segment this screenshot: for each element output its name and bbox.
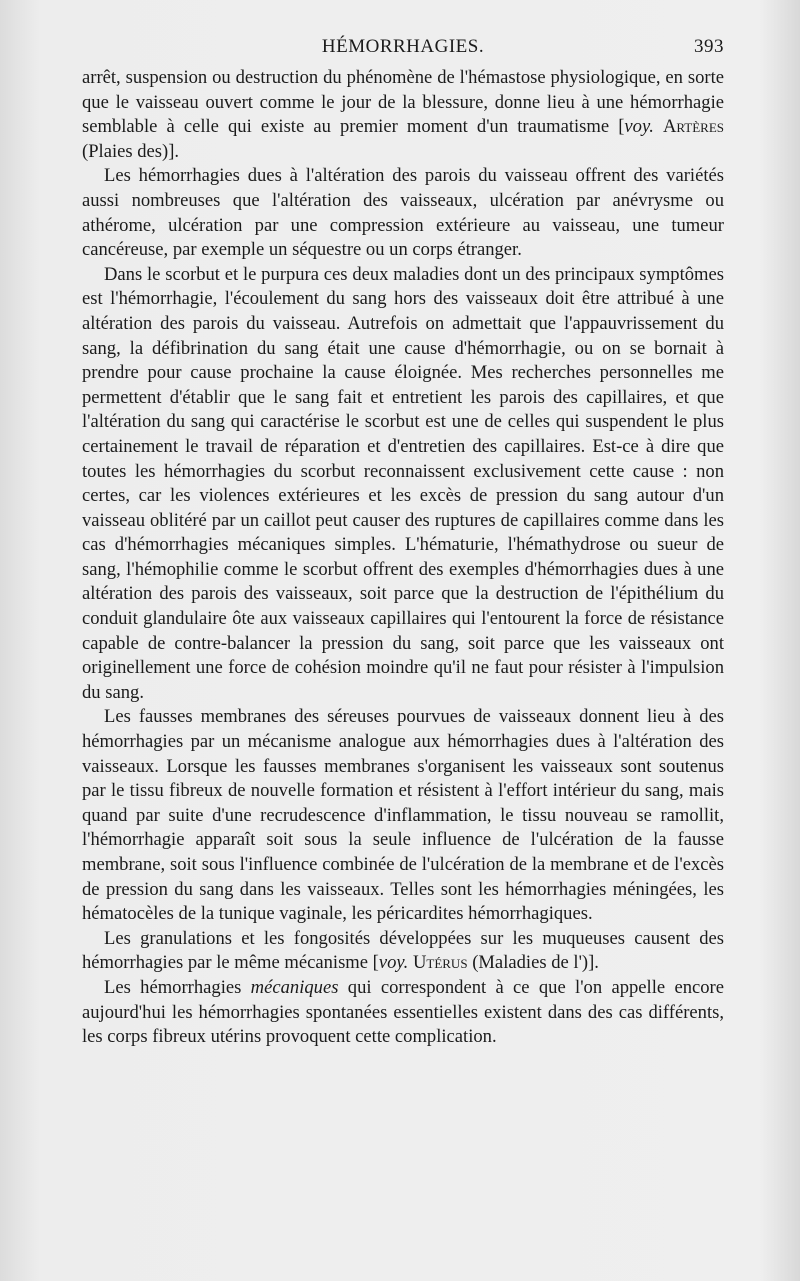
page-number: 393 bbox=[694, 36, 724, 57]
paragraph-2: Les hémorrhagies dues à l'altération des parois du vaisseau offrent des variétés aussi nombreuses que l'altération des vaisseaux, ulcération par anévrysme ou athérome, ulcération par une compression extérieure au vaisseau, une tumeur cancéreuse, par exemple un séquestre ou un corps étranger. bbox=[82, 165, 724, 261]
cross-reference: Artères bbox=[662, 116, 724, 138]
paragraph-text: qui correspondent à ce que l'on appelle encore aujourd'hui les hémorrhagies spontanées essentielles existent dans des cas différents, les corps fibreux utérins provoquent cette complication. bbox=[82, 976, 724, 1048]
see-reference-abbrev: voy. bbox=[378, 952, 409, 974]
running-title: HÉMORRHAGIES. bbox=[321, 36, 485, 57]
cross-reference: Utérus bbox=[412, 952, 468, 974]
running-header bbox=[82, 36, 724, 62]
page-body bbox=[82, 66, 724, 1050]
paragraph-text: arrêt, suspension ou destruction du phénomène de l'hémastose physiologique, en sorte que le vaisseau ouvert comme le jour de la blessure, donne lieu à une hémorrhagie semblable à celle qui existe au premier moment d'un traumatisme [ bbox=[82, 67, 724, 138]
paragraph-text: Les hémorrhagies bbox=[104, 976, 251, 998]
paragraph-6 bbox=[82, 976, 724, 1050]
paragraph-text: Les granulations et les fongosités développées sur les muqueuses causent des hémorrhagies par le même mécanisme [ bbox=[82, 927, 724, 974]
paragraph-text: (Maladies de l')]. bbox=[467, 952, 599, 974]
paragraph-text: (Plaies des)]. bbox=[82, 140, 180, 162]
paragraph-3: Dans le scorbut et le purpura ces deux maladies dont un des principaux symptômes est l'hémorrhagie, l'écoulement du sang hors des vaisseaux doit être attribué à une altération des parois du vaisseau. Autrefois on admettait que l'appauvrissement du sang, la défibrination du sang était une cause d'hémorrhagie, ou on se bornait à prendre pour cause prochaine la cause éloignée. Mes recherches personnelles me permettent d'établir que le sang fait et entretient les parois des capillaires, et que l'altération du sang qui caractérise le scorbut est une de celles qui suspendent le plus certainement le travail de réparation et d'entretien des capillaires. Est-ce à dire que toutes les hémorrhagies du scorbut reconnaissent exclusivement cette cause : non certes, car les violences extérieures et les excès de pression du sang autour d'un vaisseau oblitéré par un caillot peut causer des ruptures de capillaires comme dans les cas d'hémorrhagies mécaniques simples. L'hématurie, l'hémathydrose ou sueur de sang, l'hémophilie comme le scorbut offrent des exemples d'hémorrhagies dues à une altération des parois des vaisseaux, soit parce que la destruction de l'épithélium du conduit glandulaire ôte aux vaisseaux capillaires qui l'entourent la force de résistance capable de contre-balancer la pression du sang, soit parce que les vaisseaux ont originellement une force de cohésion moindre qu'il ne faut pour résister à l'impulsion du sang. bbox=[82, 263, 724, 703]
see-reference-abbrev: voy. bbox=[624, 116, 654, 138]
paragraph-5 bbox=[82, 927, 724, 976]
emphasis-text: mécaniques bbox=[250, 976, 339, 998]
paragraph-1 bbox=[82, 66, 724, 164]
paragraph-4: Les fausses membranes des séreuses pourvues de vaisseaux donnent lieu à des hémorrhagies par un mécanisme analogue aux hémorrhagies dues à l'altération des vaisseaux. Lorsque les fausses membranes s'organisent les vaisseaux sont soutenus par le tissu fibreux de nouvelle formation et résistent à l'effort intérieur du sang, mais quand par suite d'une recrudescence d'inflammation, le tissu nouveau se ramollit, l'hémorrhagie apparaît soit sous la seule influence de l'ulcération de la fausse membrane, soit sous l'influence combinée de l'ulcération de la membrane et de l'excès de pression du sang dans les vaisseaux. Telles sont les hémorrhagies méningées, les hématocèles de la tunique vaginale, les péricardites hémorrhagiques. bbox=[82, 706, 724, 925]
